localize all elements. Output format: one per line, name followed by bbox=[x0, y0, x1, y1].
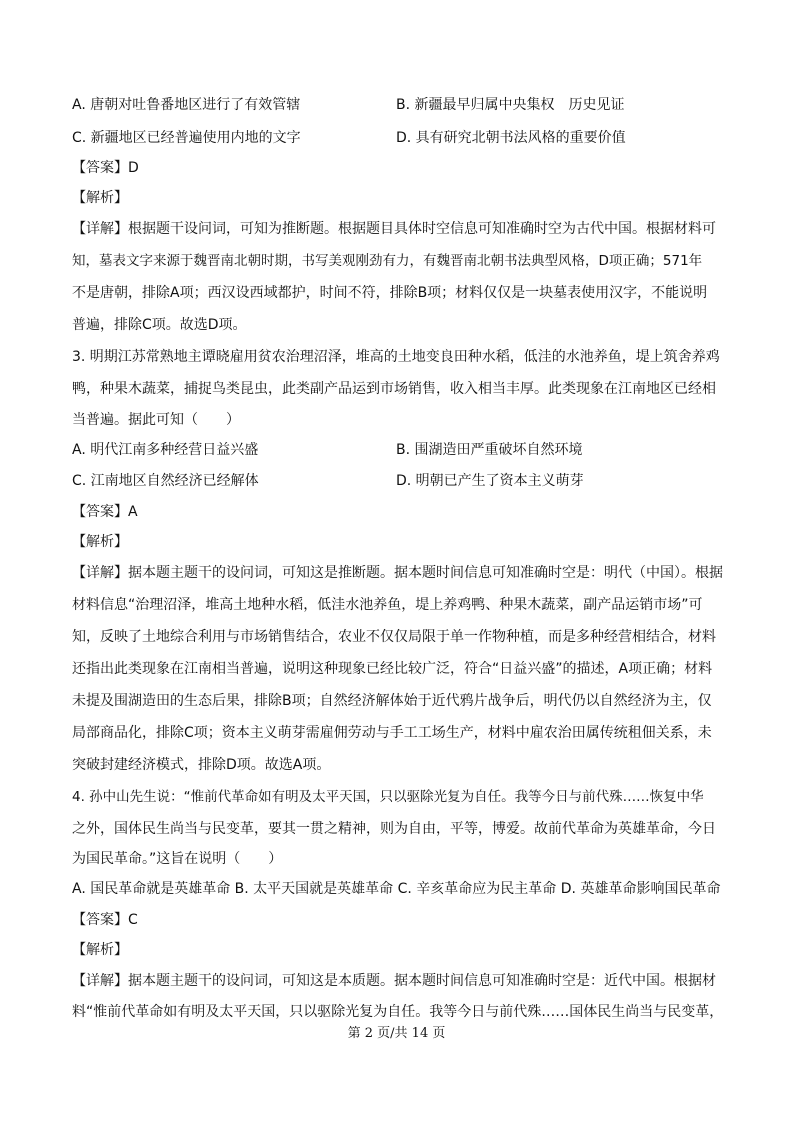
q3-detail-line: 知，反映了土地综合利用与市场销售结合，农业不仅仅局限于单一作物种植，而是多种经营相结合，材料 bbox=[72, 629, 716, 645]
q3-detail-line: 未提及围湖造田的生态后果，排除B项；自然经济解体始于近代鸦片战争后，明代仍以自然经济为主，仅 bbox=[72, 693, 712, 709]
q2-detail-line: 不是唐朝，排除A项；西汉设西域都护，时间不符，排除B项；材料仅仅是一块墓表使用汉字，不能说明 bbox=[72, 285, 708, 301]
q4-analysis-heading: 【解析】 bbox=[72, 942, 128, 958]
q3-stem-line: 鸭，种果木蔬菜，捕捉鸟类昆虫，此类副产品运到市场销售，收入相当丰厚。此类现象在江南地区已经相 bbox=[72, 381, 716, 397]
q3-option-c: C. 江南地区自然经济已经解体 bbox=[72, 473, 259, 489]
q3-detail-line: 【详解】据本题主题干的设问词，可知这是推断题。据本题时间信息可知准确时空是：明代（中国）。根据 bbox=[72, 565, 723, 581]
q4-stem-line: 4. 孙中山先生说：“惟前代革命如有明及太平天国，只以驱除光复为自任。我等今日与前代殊……恢复中华 bbox=[72, 789, 704, 805]
q3-option-b: B. 围湖造田严重破坏自然环境 bbox=[396, 442, 583, 458]
q3-option-a: A. 明代江南多种经营日益兴盛 bbox=[72, 442, 259, 458]
q2-answer: 【答案】D bbox=[72, 160, 139, 176]
q3-answer: 【答案】A bbox=[72, 504, 138, 520]
q2-analysis-heading: 【解析】 bbox=[72, 190, 128, 206]
q2-detail-line: 普遍，排除C项。故选D项。 bbox=[72, 317, 247, 333]
q3-stem-line: 3. 明期江苏常熟地主谭晓雇用贫农治理沼泽，堆高的土地变良田种水稻，低洼的水池养鱼，堤上筑舍养鸡 bbox=[72, 349, 720, 365]
q4-detail-line: 【详解】据本题主题干的设问词，可知这是本质题。据本题时间信息可知准确时空是：近代中国。根据材 bbox=[72, 973, 716, 989]
q4-stem-line: 之外，国体民生尚当与民变革，要其一贯之精神，则为自由，平等，博爱。故前代革命为英雄革命，今日 bbox=[72, 821, 716, 837]
q2-option-a: A. 唐朝对吐鲁番地区进行了有效管辖 bbox=[72, 97, 301, 113]
q4-options: A. 国民革命就是英雄革命 B. 太平天国就是英雄革命 C. 辛亥革命应为民主革命 D. 英雄革命影响国民革命 bbox=[72, 881, 721, 897]
page-footer: 第 2 页/共 14 页 bbox=[347, 1026, 446, 1041]
q3-option-d: D. 明朝已产生了资本主义萌芽 bbox=[396, 473, 584, 489]
q3-stem-line: 当普遍。据此可知（ ） bbox=[72, 412, 240, 428]
q2-detail-line: 知，墓表文字来源于魏晋南北朝时期，书写美观刚劲有力，有魏晋南北朝书法典型风格，D项正确；571年 bbox=[72, 253, 703, 269]
q2-detail-line: 【详解】根据题干设问词，可知为推断题。根据题目具体时空信息可知准确时空为古代中国。根据材料可 bbox=[72, 221, 716, 237]
q4-answer: 【答案】C bbox=[72, 912, 138, 928]
q3-detail-line: 材料信息“治理沼泽，堆高土地种水稻，低洼水池养鱼，堤上养鸡鸭、种果木蔬菜，副产品运销市场”可 bbox=[72, 597, 703, 613]
q3-detail-line: 突破封建经济模式，排除D项。故选A项。 bbox=[72, 757, 331, 773]
q2-option-d: D. 具有研究北朝书法风格的重要价值 bbox=[396, 130, 626, 146]
q2-option-b: B. 新疆最早归属中央集权 历史见证 bbox=[396, 97, 625, 113]
q4-stem-line: 为国民革命。”这旨在说明（ ） bbox=[72, 851, 283, 867]
q2-option-c: C. 新疆地区已经普遍使用内地的文字 bbox=[72, 130, 301, 146]
q3-analysis-heading: 【解析】 bbox=[72, 534, 128, 550]
q3-detail-line: 还指出此类现象在江南相当普遍，说明这种现象已经比较广泛，符合“日益兴盛”的描述，A项正确；材料 bbox=[72, 661, 713, 677]
q4-detail-line: 料“惟前代革命如有明及太平天国，只以驱除光复为自任。我等今日与前代殊……国体民生尚当与民变革， bbox=[72, 1004, 724, 1020]
q3-detail-line: 局部商品化，排除C项；资本主义萌芽需雇佣劳动与手工工场生产，材料中雇农治田属传统租佃关系，未 bbox=[72, 725, 712, 741]
